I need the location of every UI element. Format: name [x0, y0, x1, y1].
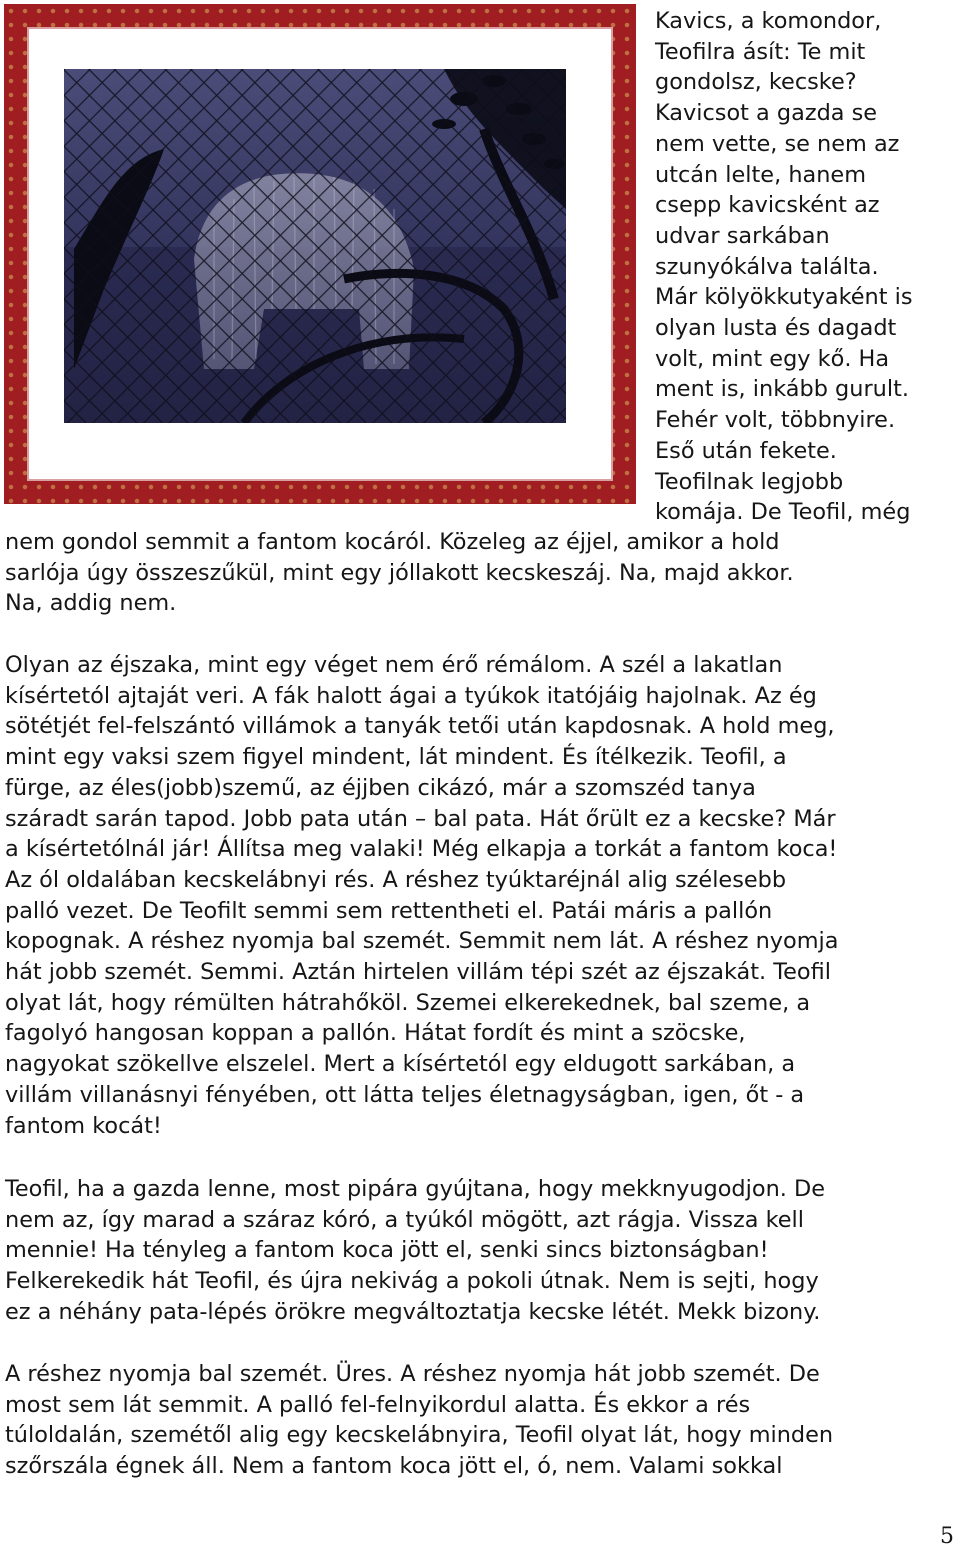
- paragraph-2: [5, 650, 839, 1141]
- text-line: túloldalán, szemétől alig egy kecskelábnyira, Teofil olyat lát, hogy minden: [5, 1422, 834, 1449]
- text-line: Eső után fekete.: [655, 437, 837, 464]
- text-line: ez a néhány pata-lépés örökre megváltoztatja kecske létét. Mekk bizony.: [5, 1298, 821, 1325]
- text-line: Teofilnak legjobb: [655, 468, 844, 495]
- text-line: Na, addig nem.: [5, 590, 177, 617]
- text-line: Az ól oldalában kecskelábnyi rés. A réshez tyúktaréjnál alig szélesebb: [5, 866, 787, 893]
- text-line: kopognak. A réshez nyomja bal szemét. Semmit nem lát. A réshez nyomja: [5, 928, 839, 955]
- text-line: nem az, így marad a száraz kóró, a tyúkól mögött, azt rágja. Vissza kell: [5, 1206, 804, 1233]
- text-line: villám villanásnyi fényében, ott látta teljes életnagyságban, igen, őt - a: [5, 1081, 805, 1108]
- text-line: fürge, az éles(jobb)szemű, az éjjben cikázó, már a szomszéd tanya: [5, 774, 756, 801]
- text-line: A réshez nyomja bal szemét. Üres. A réshez nyomja hát jobb szemét. De: [5, 1361, 820, 1387]
- text-line: fagolyó hangosan koppan a pallón. Hátat fordít és mint a szöcske,: [5, 1020, 746, 1047]
- text-line: olyan lusta és dagadt: [655, 315, 897, 342]
- paragraph-1: [5, 527, 794, 619]
- text-line: udvar sarkában: [655, 222, 830, 249]
- text-line: Teofilra ásít: Te mit: [655, 38, 866, 65]
- text-line: mennie! Ha tényleg a fantom koca jött el, senki sincs biztonságban!: [5, 1237, 769, 1264]
- text-line: olyat lát, hogy rémülten hátrahőköl. Szemei elkerekednek, bal szeme, a: [5, 989, 811, 1016]
- side-paragraph: [655, 6, 913, 528]
- paragraph-4: [5, 1359, 833, 1482]
- text-line: palló vezet. De Teofilt semmi sem rettentheti el. Patái máris a pallón: [5, 897, 773, 924]
- text-line: mint egy vaksi szem figyel mindent, lát mindent. És ítélkezik. Teofil, a: [5, 744, 787, 771]
- illustration-frame: [4, 4, 636, 504]
- text-line: utcán lelte, hanem: [655, 161, 867, 188]
- text-line: komája. De Teofil, még: [655, 499, 911, 526]
- text-line: Kavics, a komondor,: [655, 8, 882, 34]
- night-scene-drawing: [64, 69, 566, 423]
- text-line: nagyokat szökellve elszelel. Mert a kísértetól egy eldugott sarkában, a: [5, 1051, 796, 1078]
- text-line: kísértetól ajtaját veri. A fák halott ágai a tyúkok itatójáig hajolnak. Az ég: [5, 682, 817, 709]
- text-line: Kavicsot a gazda se: [655, 100, 878, 127]
- illustration-image: [64, 69, 566, 423]
- text-line: nem vette, se nem az: [655, 130, 900, 157]
- text-line: sarlója úgy összeszűkül, mint egy jóllakott kecskeszáj. Na, majd akkor.: [5, 559, 794, 586]
- text-line: hát jobb szemét. Semmi. Aztán hirtelen villám tépi szét az éjszakát. Teofil: [5, 959, 831, 986]
- text-line: gondolsz, kecske?: [655, 69, 857, 96]
- text-line: a kísértetólnál jár! Állítsa meg valaki! Még elkapja a torkát a fantom koca!: [5, 836, 838, 863]
- text-line: volt, mint egy kő. Ha: [655, 345, 890, 372]
- text-line: Felkerekedik hát Teofil, és újra nekivág a pokoli útnak. Nem is sejti, hogy: [5, 1268, 819, 1295]
- text-line: száradt sarán tapod. Jobb pata után – bal pata. Hát őrült ez a kecske? Már: [5, 805, 836, 832]
- text-line: ment is, inkább gurult.: [655, 376, 909, 403]
- text-line: Már kölyökkutyaként is: [655, 284, 913, 311]
- text-line: szőrszála égnek áll. Nem a fantom koca jött el, ó, nem. Valami sokkal: [5, 1453, 783, 1480]
- text-line: sötétjét fel-felszántó villámok a tanyák tetői után kapdosnak. A hold meg,: [5, 713, 835, 740]
- text-line: fantom kocát!: [5, 1112, 162, 1139]
- text-line: Fehér volt, többnyire.: [655, 407, 896, 434]
- text-line: most sem lát semmit. A palló fel-felnyikordul alatta. És ekkor a rés: [5, 1391, 751, 1418]
- text-line: Teofil, ha a gazda lenne, most pipára gyújtana, hogy mekknyugodjon. De: [5, 1176, 826, 1202]
- text-line: Olyan az éjszaka, mint egy véget nem érő rémálom. A szél a lakatlan: [5, 652, 783, 678]
- page-number: 5: [940, 1524, 954, 1549]
- text-line: csepp kavicsként az: [655, 192, 880, 219]
- text-line: nem gondol semmit a fantom kocáról. Közeleg az éjjel, amikor a hold: [5, 529, 780, 555]
- text-line: szunyókálva találta.: [655, 253, 879, 280]
- paragraph-3: [5, 1174, 825, 1328]
